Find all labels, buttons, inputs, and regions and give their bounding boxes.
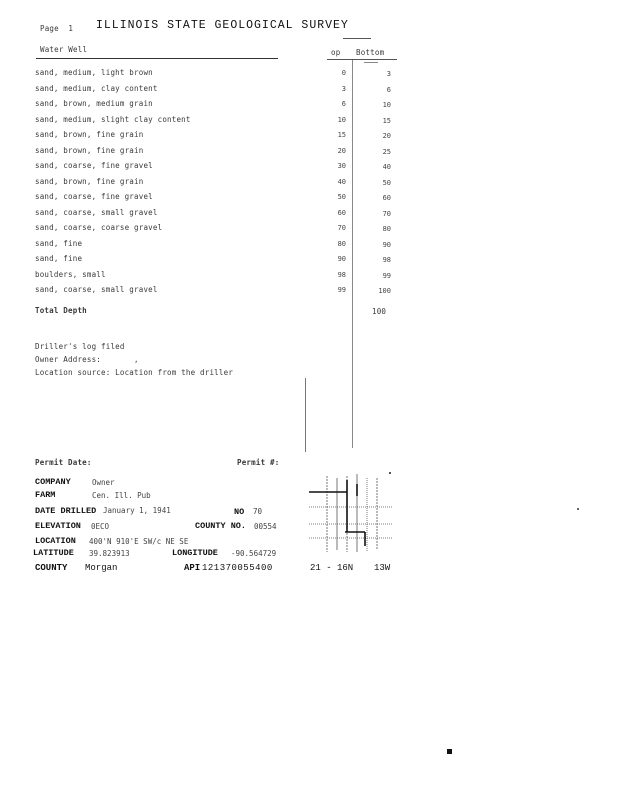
elevation-label: ELEVATION [35,521,81,531]
log-row-bottom: 100 [378,287,391,295]
well-type-label: Water Well [40,45,88,54]
log-row-description: sand, medium, clay content [35,84,158,93]
log-row-top: 70 [337,224,346,232]
log-row-bottom: 70 [382,210,391,218]
county-value: Morgan [85,563,118,573]
log-row-description: sand, coarse, small gravel [35,285,158,294]
company-label: COMPANY [35,477,71,487]
log-row-bottom: 40 [382,163,391,171]
log-row-bottom: 60 [382,194,391,202]
total-depth-label: Total Depth [35,306,87,315]
latitude-label: LATITUDE [33,548,74,558]
date-drilled-value: January 1, 1941 [103,506,171,515]
log-row-description: sand, coarse, fine gravel [35,192,153,201]
left-stray-line [305,378,306,452]
no-label: NO [234,507,245,517]
company-value: Owner [92,478,115,487]
api-label: API [184,563,201,573]
location-source-note: Location source: Location from the driller [35,368,234,377]
log-row-bottom: 20 [382,132,391,140]
log-row-description: sand, brown, fine grain [35,146,144,155]
page-label: Page 1 [40,24,74,33]
no-value: 70 [253,507,263,516]
log-row-top: 20 [337,147,346,155]
log-row-description: sand, coarse, fine gravel [35,161,153,170]
latitude-value: 39.823913 [89,549,130,558]
location-label: LOCATION [35,536,76,546]
col-header-mark [364,62,378,63]
log-row-top: 90 [337,255,346,263]
log-row-description: sand, coarse, small gravel [35,208,158,217]
elevation-value: 0ECO [91,522,110,531]
log-row-top: 0 [341,69,346,77]
log-row-top: 15 [337,131,346,139]
drillers-log-note: Driller's log filed [35,342,125,351]
col-header-underline [327,59,397,60]
log-row-bottom: 3 [386,70,391,78]
log-row-top: 6 [341,100,346,108]
date-drilled-label: DATE DRILLED [35,506,97,516]
log-row-bottom: 80 [382,225,391,233]
log-row-top: 30 [337,162,346,170]
page-title: ILLINOIS STATE GEOLOGICAL SURVEY [96,19,349,32]
location-value: 400'N 910'E SW/c NE SE [89,537,189,546]
col-bottom-header: Bottom [356,48,385,57]
stray-mark [447,749,452,754]
owner-address-note: Owner Address: , [35,355,139,364]
section-township: 21 - 16N [310,563,354,573]
log-row-bottom: 10 [382,101,391,109]
log-row-top: 98 [337,271,346,279]
header-overline [343,38,371,39]
header-underline [36,58,278,59]
range: 13W [374,563,391,573]
log-row-top: 3 [341,85,346,93]
column-divider [352,60,353,448]
log-row-description: sand, brown, medium grain [35,99,153,108]
county-label: COUNTY [35,563,68,573]
farm-value: Cen. Ill. Pub [92,491,151,500]
log-row-description: sand, fine [35,239,83,248]
log-row-bottom: 50 [382,179,391,187]
log-row-description: boulders, small [35,270,106,279]
log-row-top: 40 [337,178,346,186]
total-depth-value: 100 [372,307,387,316]
log-row-description: sand, coarse, coarse gravel [35,223,163,232]
farm-label: FARM [35,490,56,500]
log-row-top: 99 [337,286,346,294]
log-row-top: 50 [337,193,346,201]
longitude-label: LONGITUDE [172,548,218,558]
map-mark [389,472,391,474]
log-row-description: sand, medium, slight clay content [35,115,191,124]
log-row-top: 60 [337,209,346,217]
permit-date-label: Permit Date: [35,458,92,467]
log-row-top: 80 [337,240,346,248]
log-row-description: sand, brown, fine grain [35,130,144,139]
log-row-bottom: 25 [382,148,391,156]
col-top-header: op [331,48,341,57]
county-no-value: 00554 [254,522,277,531]
log-row-bottom: 99 [382,272,391,280]
section-location-map [305,470,397,554]
log-row-description: sand, brown, fine grain [35,177,144,186]
log-row-bottom: 90 [382,241,391,249]
log-row-bottom: 15 [382,117,391,125]
log-row-description: sand, medium, light brown [35,68,153,77]
api-value: 121370055400 [202,563,273,573]
county-no-label: COUNTY NO. [195,521,247,531]
longitude-value: -90.564729 [231,549,277,558]
stray-dot [577,508,579,510]
log-row-bottom: 6 [386,86,391,94]
log-row-bottom: 98 [382,256,391,264]
log-row-description: sand, fine [35,254,83,263]
log-row-top: 10 [337,116,346,124]
permit-number-label: Permit #: [237,458,280,467]
